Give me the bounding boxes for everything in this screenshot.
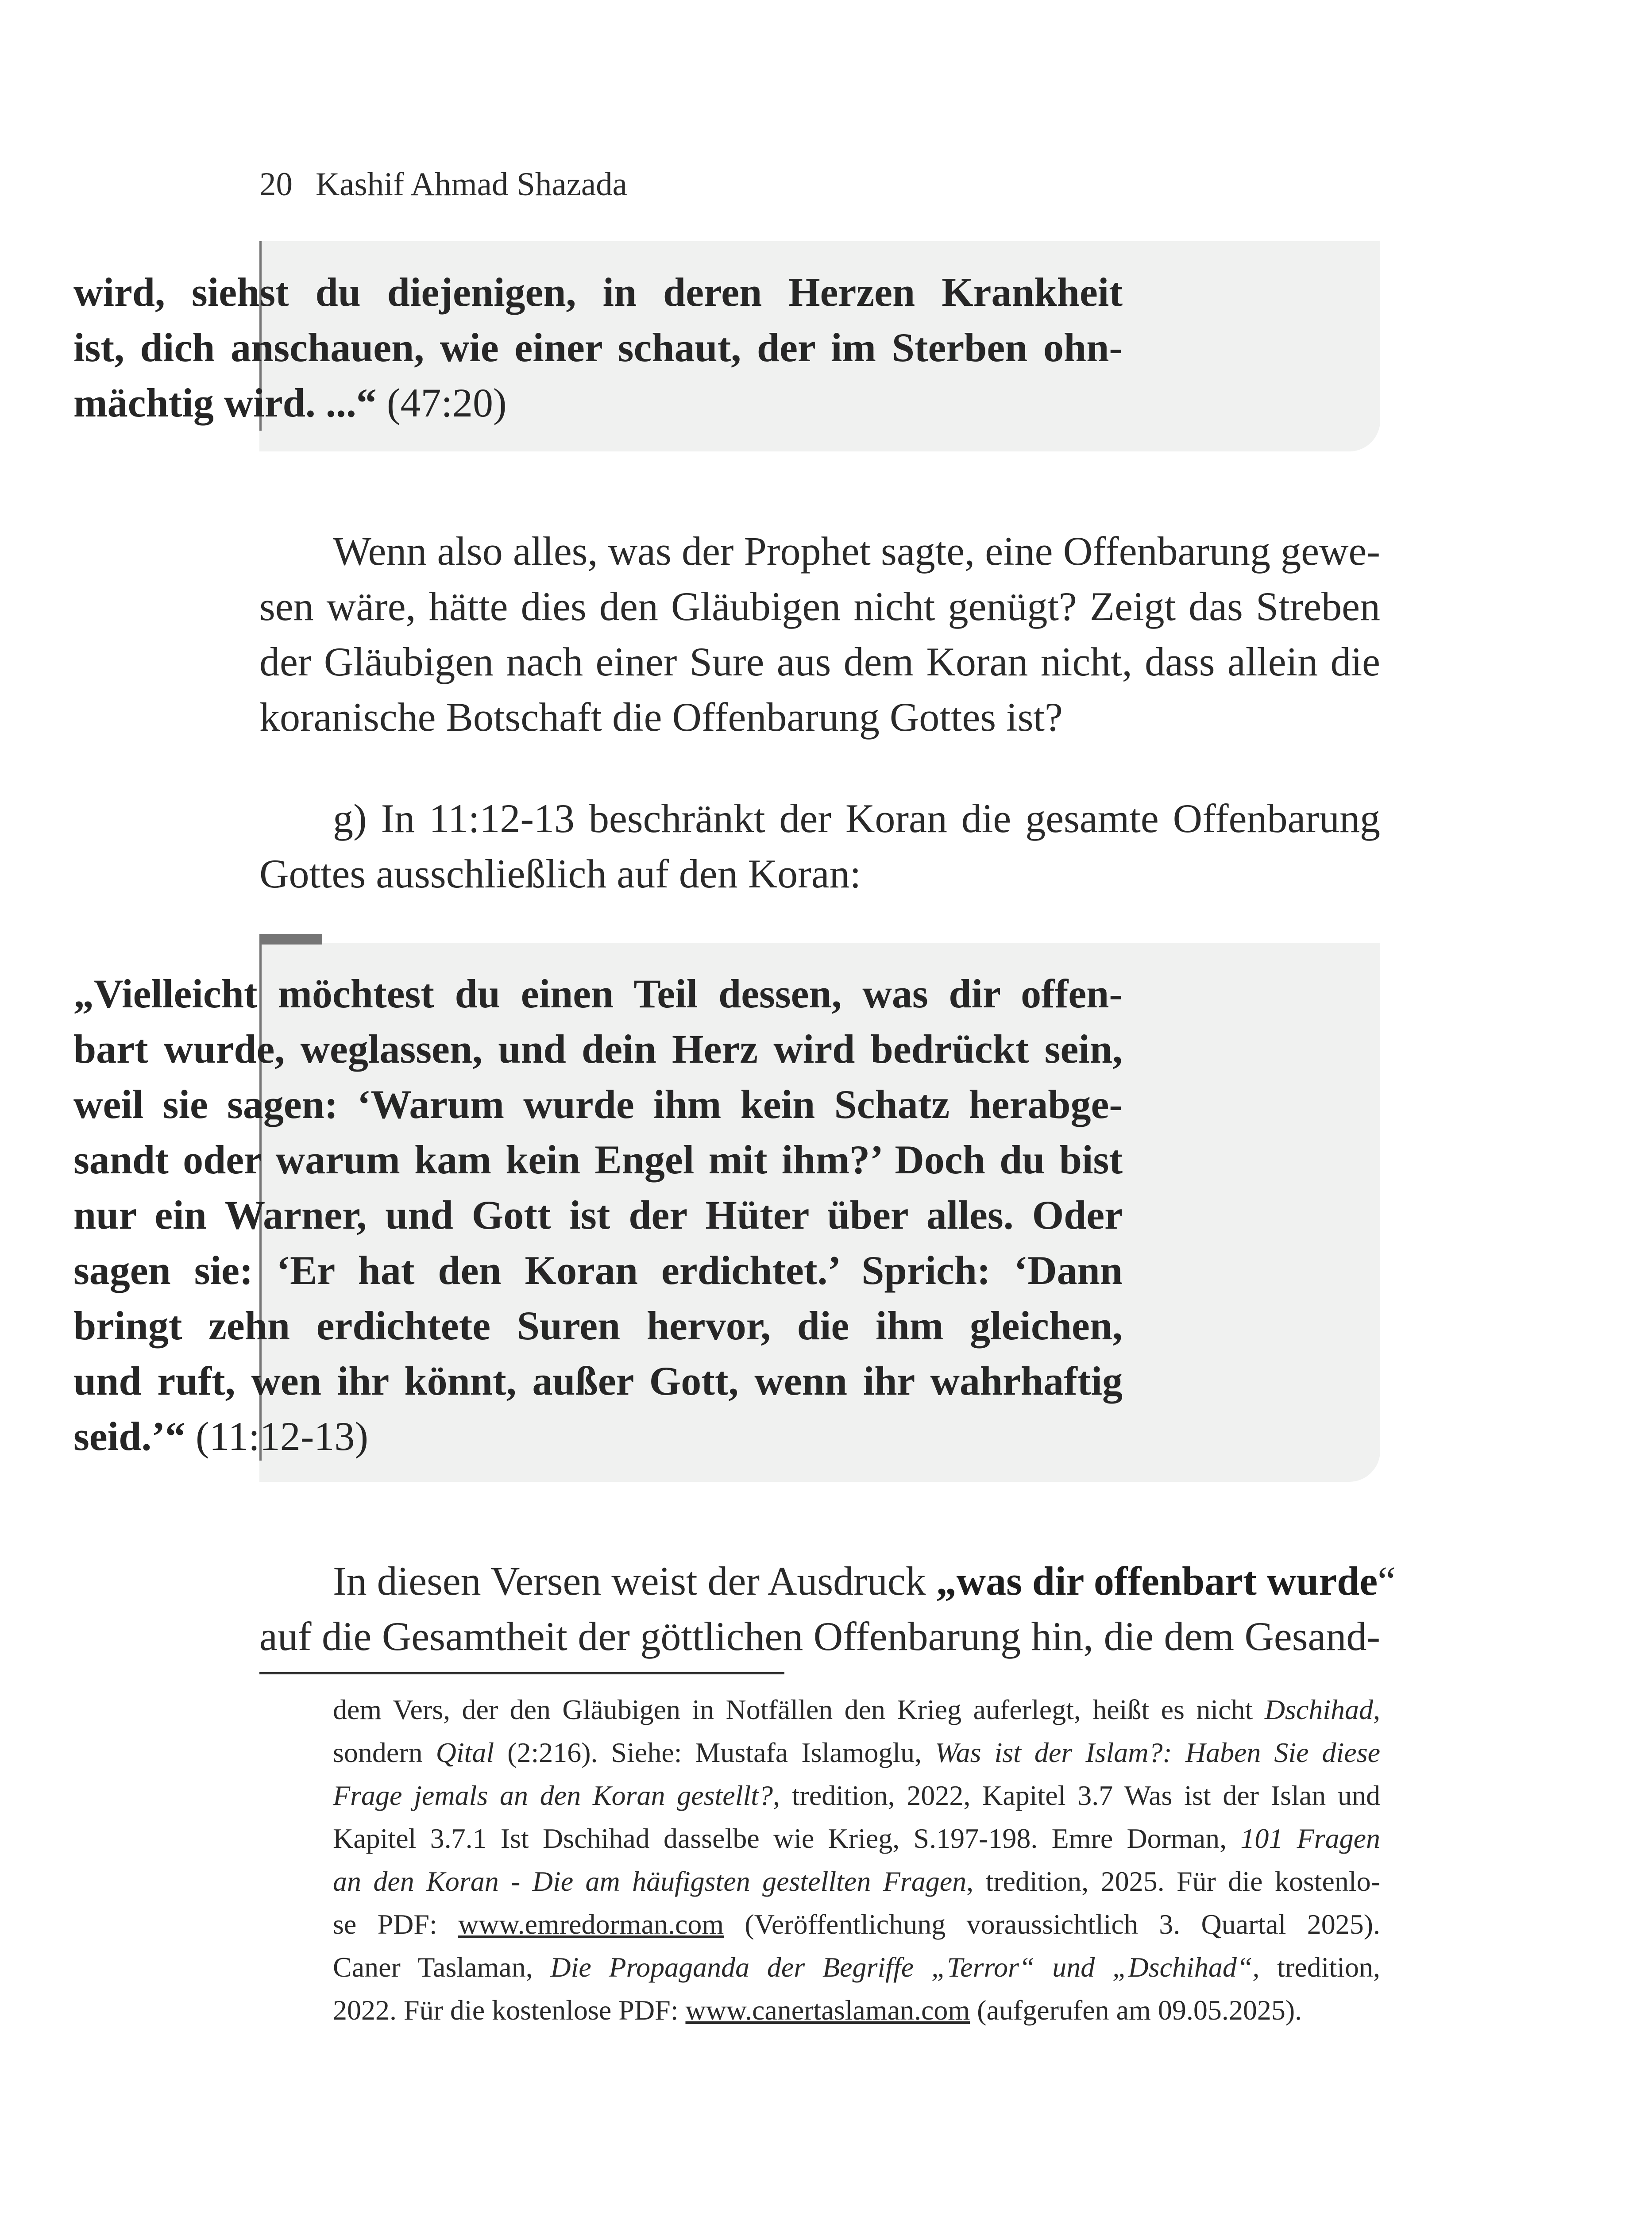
- quote-reference: (11:12-13): [185, 1414, 369, 1459]
- quote-1-text: [73, 265, 1123, 431]
- paragraph-line: g) In 11:12-13 beschränkt der Koran die gesamte Offenbarung: [333, 796, 1380, 841]
- quote-line: weil sie sagen: ‘Warum wurde ihm kein Schatz herabge-: [73, 1082, 1123, 1127]
- footnote-line: [333, 1989, 1380, 2032]
- quote-line: bringt zehn erdichtete Suren hervor, die ihm gleichen,: [73, 1303, 1123, 1348]
- quote-line: „Vielleicht möchtest du einen Teil dessen, was dir offen-: [73, 971, 1123, 1016]
- quote-2-text: [73, 966, 1123, 1464]
- quote-reference: (47:20): [376, 380, 507, 425]
- paragraph-line: koranische Botschaft die Offenbarung Gottes ist?: [259, 694, 1063, 740]
- paragraph-line: [259, 1554, 1396, 1609]
- paragraph-line: sen wäre, hätte dies den Gläubigen nicht genügt? Zeigt das Streben: [259, 584, 1380, 629]
- text-run: sondern: [333, 1737, 436, 1768]
- paragraph-line: der Gläubigen nach einer Sure aus dem Koran nicht, dass allein die: [259, 639, 1380, 684]
- italic-run: Qital: [436, 1737, 494, 1768]
- text-run: (Veröffentlichung voraussichtlich 3. Quartal 2025).: [724, 1908, 1381, 1940]
- paragraph-2: [259, 791, 1380, 902]
- running-header: [259, 165, 627, 204]
- italic-run: Frage jemals an den Koran gestellt?: [333, 1780, 773, 1811]
- quote-line: sandt oder warum kam kein Engel mit ihm?’ Doch du bist: [73, 1137, 1123, 1182]
- text-run: Kapitel 3.7.1 Ist Dschihad dasselbe wie Krieg, S.197-198. Emre Dorman,: [333, 1823, 1241, 1854]
- footnote-line: [333, 1903, 1380, 1946]
- footnote-line: [333, 1860, 1380, 1903]
- text-run: , tredition, 2025. Für die kostenlo-: [966, 1866, 1381, 1897]
- footnote: [333, 1688, 1380, 2032]
- italic-run: Die Propaganda der Begriffe „Terror“ und „Dschihad“,: [550, 1951, 1260, 1983]
- text-run: Caner Taslaman,: [333, 1951, 551, 1983]
- paragraph-3: [259, 1554, 1396, 1664]
- emphasis-text: „was dir offenbart wurde: [936, 1558, 1378, 1604]
- text-run: “: [1378, 1558, 1396, 1604]
- quote-line: bart wurde, weglassen, und dein Herz wird bedrückt sein,: [73, 1026, 1123, 1072]
- text-run: (2:216). Siehe: Mustafa Islamoglu,: [494, 1737, 935, 1768]
- text-run: tredition,: [1259, 1951, 1381, 1983]
- quote-line: ist, dich anschauen, wie einer schaut, der im Sterben ohn-: [73, 325, 1123, 370]
- footnote-separator: [259, 1672, 784, 1674]
- text-run: dem Vers, der den Gläubigen in Notfällen den Krieg auferlegt, heißt es nicht: [333, 1694, 1265, 1725]
- footnote-line: [333, 1688, 1380, 1731]
- text-run: , tredition, 2022, Kapitel 3.7 Was ist der Islan und: [773, 1780, 1381, 1811]
- text-run: ,: [1373, 1694, 1380, 1725]
- text-run: In diesen Versen weist der Ausdruck: [333, 1558, 936, 1604]
- paragraph-line: auf die Gesamtheit der göttlichen Offenbarung hin, die dem Gesand-: [259, 1614, 1380, 1659]
- footnote-line: [333, 1774, 1380, 1817]
- italic-run: Was ist der Islam?: Haben Sie diese: [935, 1737, 1381, 1768]
- quote-line: [73, 1409, 1123, 1464]
- emredorman-link[interactable]: www.emredorman.com: [458, 1908, 724, 1940]
- text-run: se PDF:: [333, 1908, 459, 1940]
- quote-line-text: seid.’“: [73, 1414, 185, 1459]
- canertaslaman-link[interactable]: www.canertaslaman.com: [685, 1994, 970, 2026]
- quote-line: sagen sie: ‘Er hat den Koran erdichtet.’ Sprich: ‘Dann: [73, 1248, 1123, 1293]
- quote-line: und ruft, wen ihr könnt, außer Gott, wenn ihr wahrhaftig: [73, 1358, 1123, 1403]
- quote-line: nur ein Warner, und Gott ist der Hüter über alles. Oder: [73, 1192, 1123, 1238]
- page-number: 20: [259, 166, 293, 203]
- text-run: (aufgerufen am 09.05.2025).: [970, 1994, 1302, 2026]
- quote-line: [73, 375, 1123, 431]
- quote-line-text: mächtig wird. ...“: [73, 380, 377, 425]
- running-header-author: Kashif Ahmad Shazada: [316, 166, 627, 203]
- paragraph-line: Wenn also alles, was der Prophet sagte, eine Offenbarung gewe-: [333, 528, 1380, 574]
- quote-tab: [259, 934, 322, 945]
- italic-run: Dschihad: [1264, 1694, 1373, 1725]
- paragraph-line: Gottes ausschließlich auf den Koran:: [259, 851, 861, 896]
- text-run: 2022. Für die kostenlose PDF:: [333, 1994, 686, 2026]
- italic-run: an den Koran - Die am häufigsten gestellten Fragen: [333, 1866, 967, 1897]
- footnote-line: [333, 1946, 1380, 1989]
- italic-run: 101 Fragen: [1240, 1823, 1381, 1854]
- footnote-line: [333, 1817, 1380, 1860]
- quote-line: wird, siehst du diejenigen, in deren Herzen Krankheit: [73, 270, 1123, 315]
- paragraph-1: [259, 524, 1380, 745]
- footnote-line: [333, 1731, 1380, 1774]
